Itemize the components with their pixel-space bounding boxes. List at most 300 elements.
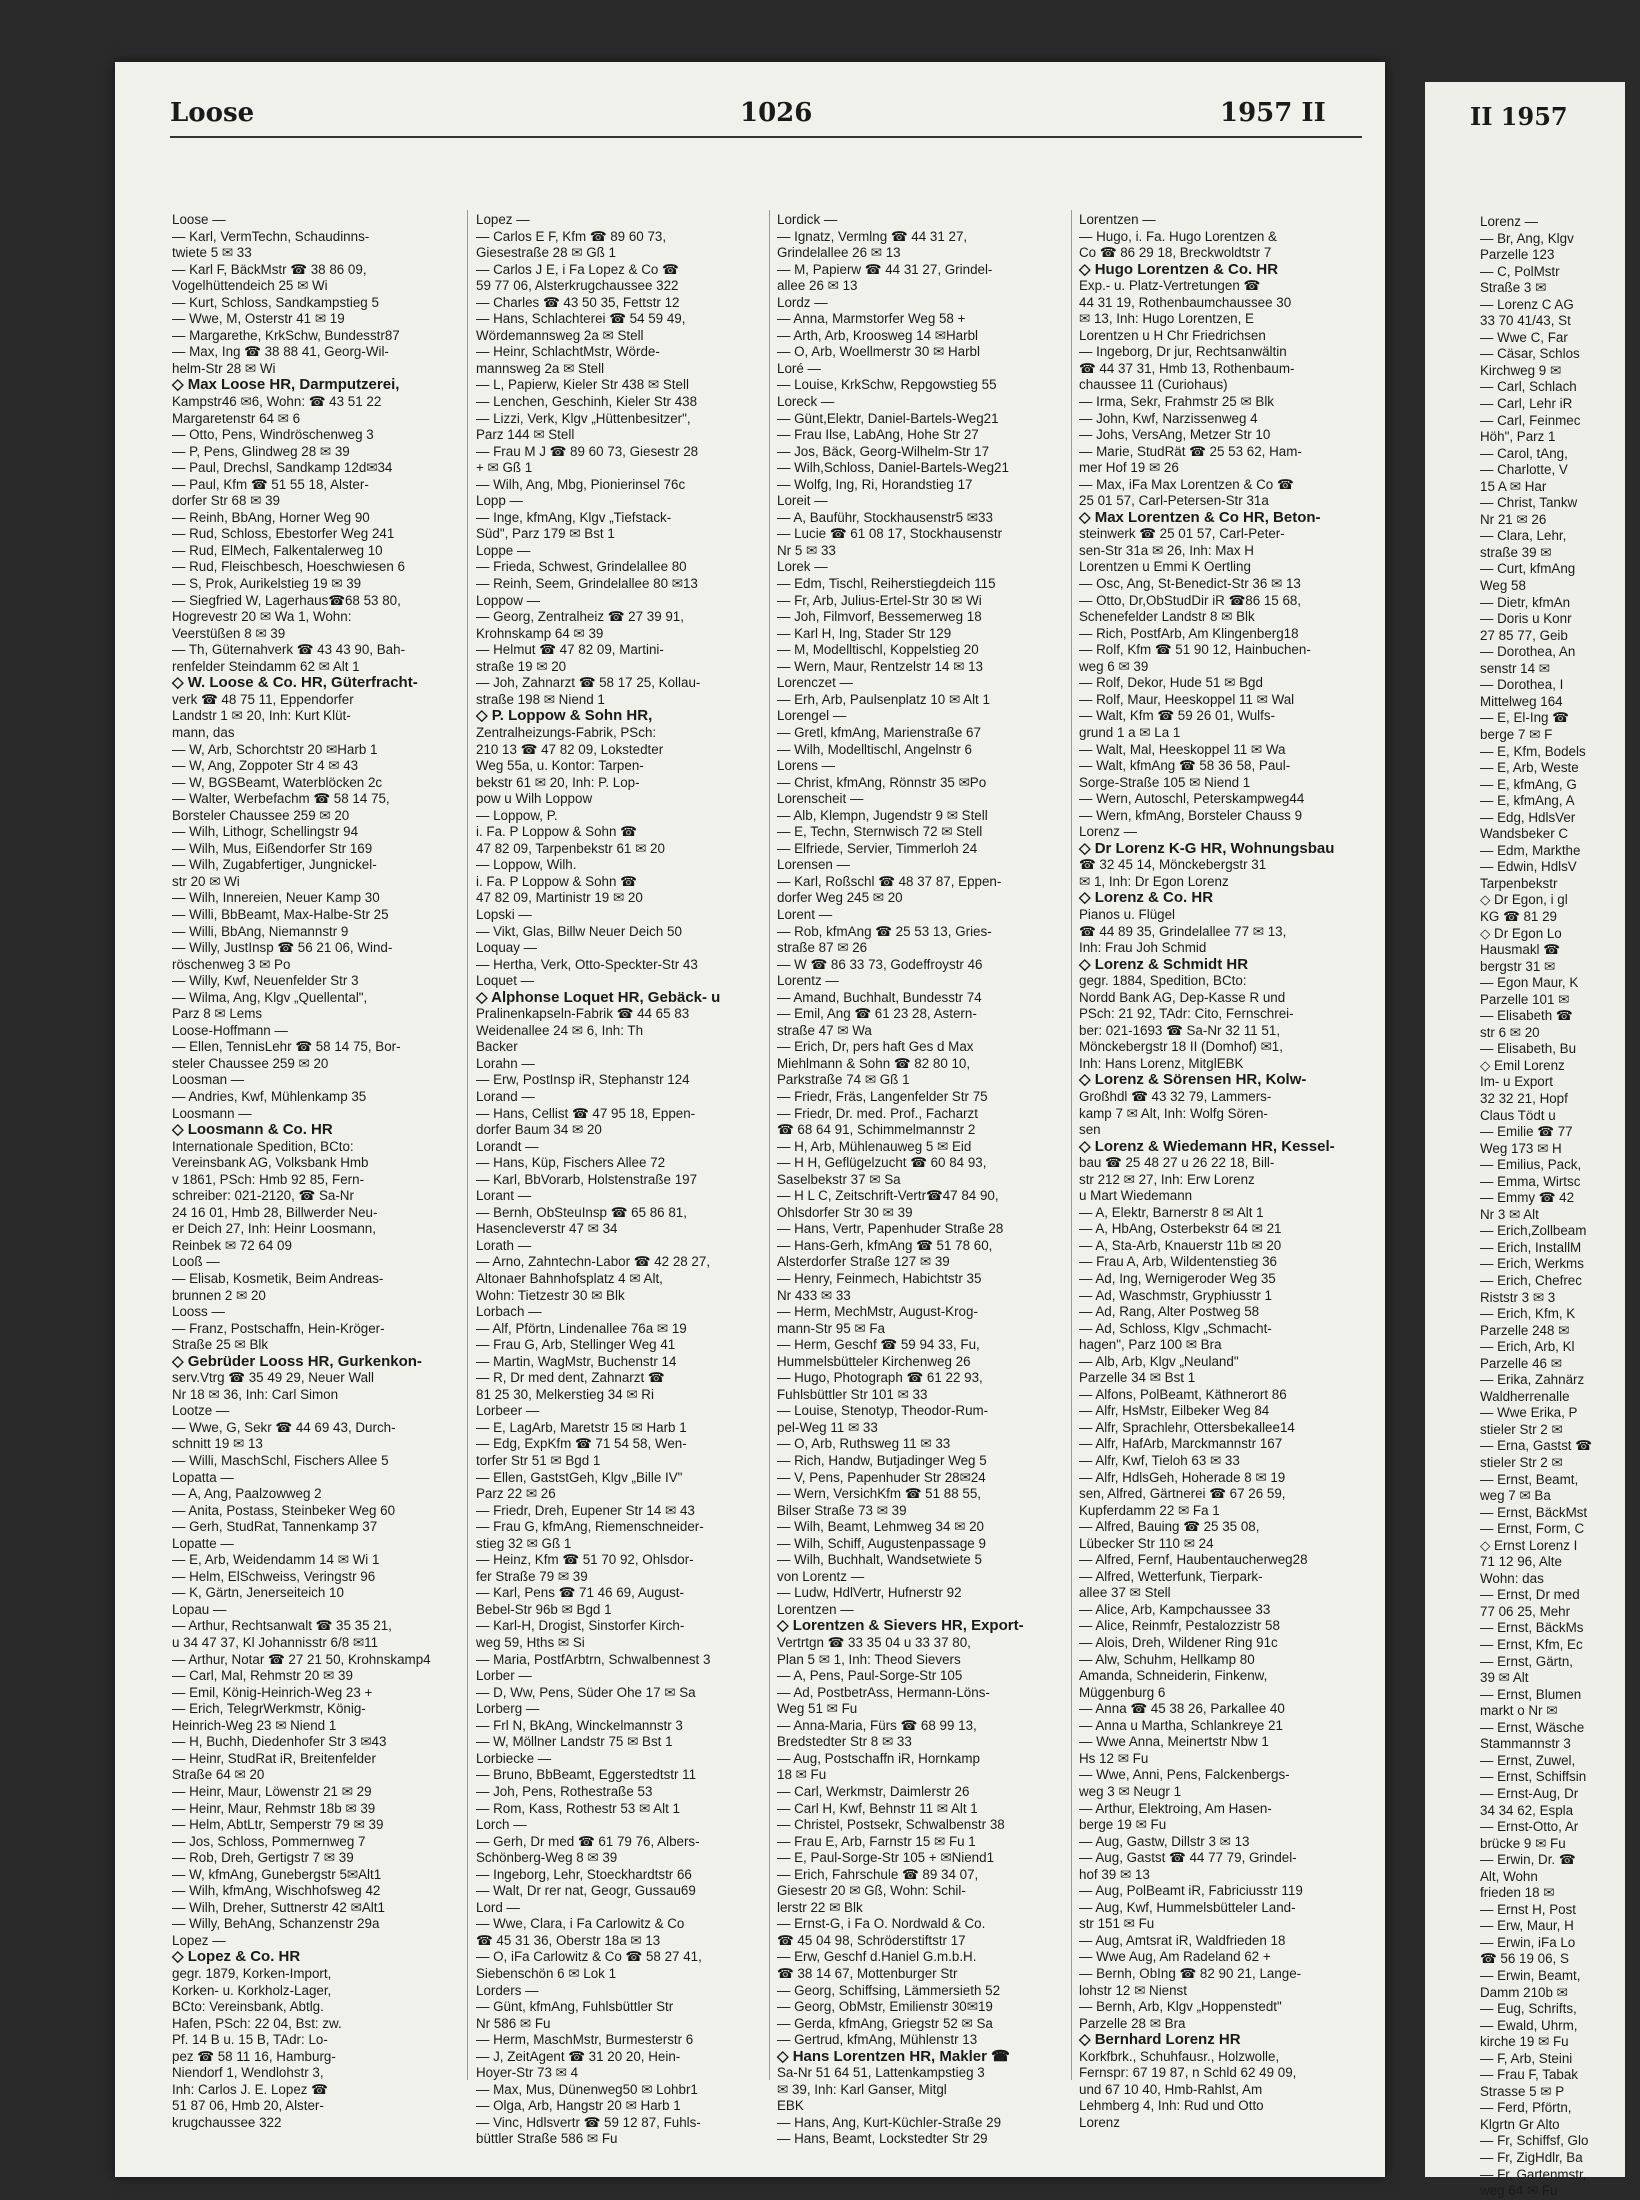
directory-entry-line: — Ad, Ing, Wernigeroder Weg 35 <box>1079 1271 1276 1286</box>
directory-entry-line: ✉ 39, Inh: Karl Ganser, Mitgl <box>777 2081 947 2097</box>
directory-entry-line: Hummelsbütteler Kirchenweg 26 <box>777 1353 971 1369</box>
directory-entry-line: Alt, Wohn <box>1480 1868 1538 1884</box>
directory-entry-line: — Wwe, Clara, i Fa Carlowitz & Co <box>476 1916 685 1932</box>
directory-entry-line: Lootze — <box>172 1403 230 1419</box>
directory-entry-line: — Emil, Ang ☎ 61 23 28, Astern- <box>777 1006 977 1022</box>
directory-entry-line: — Otto, Pens, Windröschenweg 3 <box>172 427 374 443</box>
directory-entry-line: — Ernst, Schiffsin <box>1480 1769 1587 1785</box>
directory-entry-line: — Rich, Handw, Butjadinger Weg 5 <box>777 1453 987 1469</box>
column-divider <box>467 210 468 2080</box>
directory-entry-line: — Aug, Gastw, Dillstr 3 ✉ 13 <box>1079 1833 1250 1849</box>
directory-entry-line: — Ellen, GaststGeh, Klgv „Bille IV" <box>476 1469 683 1485</box>
directory-entry-line: — Wwe Aug, Am Radeland 62 + <box>1079 1949 1271 1965</box>
directory-entry-line: fer Straße 79 ✉ 39 <box>476 1568 588 1584</box>
directory-entry-line: — Christ, kfmAng, Rönnstr 35 ✉Po <box>777 774 987 790</box>
directory-entry-line: Lorenscheit — <box>777 791 864 807</box>
directory-entry-line: — Vikt, Glas, Billw Neuer Deich 50 <box>476 923 682 939</box>
directory-entry-line: Hasencleverstr 47 ✉ 34 <box>476 1221 618 1237</box>
directory-entry-line: — Dorothea, An <box>1480 644 1576 660</box>
directory-entry-line: weg 6 ✉ 39 <box>1079 658 1149 674</box>
directory-entry-line: Loquet — <box>476 973 535 989</box>
directory-entry-line: — Helm, AbtLtr, Semperstr 79 ✉ 39 <box>172 1817 384 1833</box>
directory-entry-line: Co ☎ 86 29 18, Breckwoldtstr 7 <box>1079 245 1272 261</box>
directory-entry-line: — Willy, JustInsp ☎ 56 21 06, Wind- <box>172 940 393 956</box>
directory-entry-line: — Emmy ☎ 42 <box>1480 1190 1575 1206</box>
directory-entry-line: — Alw, Schuhm, Hellkamp 80 <box>1079 1651 1255 1667</box>
directory-entry-line: — Friedr, Fräs, Langenfelder Str 75 <box>777 1088 988 1104</box>
directory-entry-line: Mittelweg 164 <box>1480 693 1563 709</box>
directory-entry-line: — Elisabeth ☎ <box>1480 1008 1573 1024</box>
directory-entry-line: — Erich, Kfm, K <box>1480 1306 1576 1322</box>
directory-entry-line: Lorenz — <box>1480 214 1539 229</box>
directory-entry-line: — Wern, Autoschl, Peterskampweg44 <box>1079 791 1305 807</box>
directory-entry-line: — Joh, Filmvorf, Bessemerweg 18 <box>777 609 982 625</box>
directory-entry-line: Lorenz <box>1079 2114 1120 2130</box>
directory-entry-line: — Rolf, Dekor, Hude 51 ✉ Bgd <box>1079 675 1263 691</box>
directory-entry-line: — Wwe Anna, Meinertstr Nbw 1 <box>1079 1734 1269 1750</box>
directory-entry-line: 25 01 57, Carl-Petersen-Str 31a <box>1079 493 1269 509</box>
directory-entry-line: steinwerk ☎ 25 01 57, Carl-Peter- <box>1079 526 1285 542</box>
directory-entry-line: — M, Modelltischl, Koppelstieg 20 <box>777 642 979 658</box>
directory-entry-line: — Erna, Gastst ☎ <box>1480 1438 1592 1454</box>
directory-entry-line: — Helm, ElSchweiss, Veringstr 96 <box>172 1568 376 1584</box>
directory-entry-line: Loosmann — <box>172 1105 252 1121</box>
directory-entry-line: — Bernh, ObSteuInsp ☎ 65 86 81, <box>476 1204 687 1220</box>
directory-entry-line: steler Chaussee 259 ✉ 20 <box>172 1055 329 1071</box>
directory-entry-line: Hausmakl ☎ <box>1480 942 1560 958</box>
directory-entry-line: Weg 51 ✉ Fu <box>777 1701 858 1717</box>
directory-entry-line: — L, Papierw, Kieler Str 438 ✉ Stell <box>476 377 689 393</box>
directory-entry-line: — Wwe, G, Sekr ☎ 44 69 43, Durch- <box>172 1419 396 1435</box>
directory-entry-line: — Alfr, HdlsGeh, Hoherade 8 ✉ 19 <box>1079 1469 1286 1485</box>
directory-entry-line: Alsterdorfer Straße 127 ✉ 39 <box>777 1254 950 1270</box>
directory-entry-line: Loreck — <box>777 394 835 410</box>
page-number: 1026 <box>740 98 813 128</box>
directory-entry-line: Mönckebergstr 18 II (Domhof) ✉1, <box>1079 1039 1283 1055</box>
directory-entry-line: er Deich 27, Inh: Heinr Loosmann, <box>172 1221 376 1237</box>
directory-entry-line: ◇ Lorenz & Wiedemann HR, Kessel- <box>1079 1137 1335 1155</box>
directory-entry-line: und 67 10 40, Hmb-Rahlst, Am <box>1079 2081 1263 2097</box>
directory-entry-line: Parzelle 123 <box>1480 247 1555 263</box>
directory-entry-line: ☎ 45 31 36, Oberstr 18a ✉ 13 <box>476 1932 661 1948</box>
directory-entry-line: — Ignatz, Vermlng ☎ 44 31 27, <box>777 228 968 244</box>
directory-entry-line: Großhdl ☎ 43 32 79, Lammers- <box>1079 1088 1272 1104</box>
directory-entry-line: weg 7 ✉ Ba <box>1480 1488 1551 1504</box>
directory-entry-line: serv.Vtrg ☎ 35 49 29, Neuer Wall <box>172 1370 374 1386</box>
directory-entry-line: — A, Pens, Paul-Sorge-Str 105 <box>777 1668 963 1684</box>
directory-entry-line: — Arno, Zahntechn-Labor ☎ 42 28 27, <box>476 1254 711 1270</box>
directory-entry-line: — Gertrud, kfmAng, Mühlenstr 13 <box>777 2032 978 2048</box>
directory-entry-line: ◇ Lorenz & Schmidt HR <box>1079 955 1249 973</box>
directory-entry-line: chaussee 11 (Curiohaus) <box>1079 377 1228 393</box>
directory-entry-line: Niendorf 1, Wendlohstr 3, <box>172 2065 324 2081</box>
directory-entry-line: — Lenchen, Geschinh, Kieler Str 438 <box>476 394 698 410</box>
directory-entry-line: Stammannstr 3 <box>1480 1736 1571 1752</box>
directory-entry-line: lerstr 22 ✉ Blk <box>777 1899 863 1915</box>
directory-entry-line: Nr 433 ✉ 33 <box>777 1287 851 1303</box>
directory-entry-line: ◇ Bernhard Lorenz HR <box>1079 2031 1241 2049</box>
directory-entry-line: Pf. 14 B u. 15 B, TAdr: Lo- <box>172 2032 328 2048</box>
directory-entry-line: Strasse 5 ✉ P <box>1480 2083 1565 2099</box>
directory-entry-line: str 212 ✉ 27, Inh: Erw Lorenz <box>1079 1171 1255 1187</box>
directory-entry-line: — E, Paul-Sorge-Str 105 + ✉Niend1 <box>777 1850 995 1866</box>
directory-entry-line: — Alice, Reinmfr, Pestalozzistr 58 <box>1079 1618 1280 1634</box>
directory-entry-line: Lübecker Str 110 ✉ 24 <box>1079 1535 1214 1551</box>
directory-entry-line: — Ernst, Kfm, Ec <box>1480 1637 1583 1653</box>
directory-entry-line: berge 7 ✉ F <box>1480 726 1553 742</box>
directory-entry-line: — Cäsar, Schlos <box>1480 346 1580 362</box>
directory-entry-line: — H L C, Zeitschrift-Vertr☎47 84 90, <box>777 1188 999 1204</box>
directory-entry-line: Wohn: das <box>1480 1570 1544 1586</box>
directory-entry-line: — Willy, Kwf, Neuenfelder Str 3 <box>172 973 359 989</box>
directory-entry-line: — Christel, Postsekr, Schwalbenstr 38 <box>777 1817 1005 1833</box>
column-4 <box>1079 212 1364 2130</box>
directory-entry-line: — Rolf, Maur, Heeskoppel 11 ✉ Wal <box>1079 691 1295 707</box>
facing-page-header: II 1957 <box>1470 102 1568 131</box>
column-2 <box>476 212 761 2147</box>
directory-entry-line: — Bruno, BbBeamt, Eggerstedtstr 11 <box>476 1767 697 1783</box>
directory-entry-line: sen-Str 31a ✉ 26, Inh: Max H <box>1079 542 1254 558</box>
directory-entry-line: — V, Pens, Papenhuder Str 28✉24 <box>777 1469 986 1485</box>
directory-entry-line: — Aug, Kwf, Hummelsbütteler Land- <box>1079 1899 1296 1915</box>
directory-entry-line: markt o Nr ✉ <box>1480 1703 1558 1719</box>
directory-entry-line: — Anna ☎ 45 38 26, Parkallee 40 <box>1079 1701 1285 1717</box>
directory-entry-line: — Lucie ☎ 61 08 17, Stockhausenstr <box>777 526 1003 542</box>
directory-entry-line: pel-Weg 11 ✉ 33 <box>777 1419 878 1435</box>
directory-entry-line: renfelder Steindamm 62 ✉ Alt 1 <box>172 658 360 674</box>
directory-entry-line: — Erika, Zahnärz <box>1480 1372 1585 1388</box>
directory-entry-line: — Curt, kfmAng <box>1480 561 1576 577</box>
directory-entry-line: — W ☎ 86 33 73, Godeffroystr 46 <box>777 956 983 972</box>
directory-entry-line: — Carl, Feinmec <box>1480 412 1581 428</box>
directory-entry-line: Müggenburg 6 <box>1079 1684 1166 1700</box>
directory-entry-line: Saselbekstr 37 ✉ Sa <box>777 1171 901 1187</box>
directory-entry-line: — Rolf, Kfm ☎ 51 90 12, Hainbuchen- <box>1079 642 1311 658</box>
directory-entry-line: Kirchweg 9 ✉ <box>1480 362 1562 378</box>
directory-entry-line: sen, Alfred, Gärtnerei ☎ 67 26 59, <box>1079 1486 1286 1502</box>
directory-entry-line: — Willi, MaschSchl, Fischers Allee 5 <box>172 1453 389 1469</box>
directory-entry-line: Wandsbeker C <box>1480 826 1569 842</box>
directory-entry-line: Tarpenbekstr <box>1480 875 1558 891</box>
directory-entry-line: — Carol, tAng, <box>1480 445 1568 461</box>
directory-entry-line: — Fr, ZigHdlr, Ba <box>1480 2149 1583 2165</box>
directory-entry-line: Nr 21 ✉ 26 <box>1480 511 1547 527</box>
directory-entry-line: 71 12 96, Alte <box>1480 1554 1562 1570</box>
directory-entry-line: Landstr 1 ✉ 20, Inh: Kurt Klüt- <box>172 708 351 724</box>
directory-entry-line: — Ludw, HdlVertr, Hufnerstr 92 <box>777 1585 962 1601</box>
directory-entry-line: — E, Arb, Weste <box>1480 760 1579 776</box>
directory-entry-line: Looss — <box>172 1304 225 1320</box>
directory-entry-line: — Ewald, Uhrm, <box>1480 2017 1578 2033</box>
directory-entry-line: 81 25 30, Melkerstieg 34 ✉ Ri <box>476 1386 654 1402</box>
directory-entry-line: brunnen 2 ✉ 20 <box>172 1287 266 1303</box>
directory-entry-line: — Lorenz C AG <box>1480 296 1574 312</box>
directory-entry-line: Lorek — <box>777 559 828 575</box>
directory-entry-line: — Olga, Arb, Hangstr 20 ✉ Harb 1 <box>476 2098 681 2114</box>
directory-entry-line: kamp 7 ✉ Alt, Inh: Wolfg Sören- <box>1079 1105 1268 1121</box>
directory-entry-line: mann, das <box>172 724 235 740</box>
directory-entry-line: Parzelle 248 ✉ <box>1480 1322 1570 1338</box>
directory-entry-line: — Wern, VersichKfm ☎ 51 88 55, <box>777 1486 981 1502</box>
directory-entry-line: — Wolfg, Ing, Ri, Horandstieg 17 <box>777 476 973 492</box>
directory-entry-line: — Günt,Elektr, Daniel-Bartels-Weg21 <box>777 410 999 426</box>
directory-entry-line: — R, Dr med dent, Zahnarzt ☎ <box>476 1370 665 1386</box>
directory-entry-line: Lorensen — <box>777 857 850 873</box>
directory-entry-line: — Heinr, Maur, Löwenstr 21 ✉ 29 <box>172 1783 372 1799</box>
column-3 <box>777 212 1062 2147</box>
directory-entry-line: — Emma, Wirtsc <box>1480 1173 1581 1189</box>
directory-entry-line: 51 87 06, Hmb 20, Alster- <box>172 2098 324 2114</box>
directory-entry-line: — Georg, ObMstr, Emilienstr 30✉19 <box>777 1999 993 2015</box>
directory-entry-line: — Erw, Geschf d.Haniel G.m.b.H. <box>777 1949 977 1965</box>
directory-entry-line: — Anna u Martha, Schlankreye 21 <box>1079 1717 1283 1733</box>
page-header <box>170 98 1370 132</box>
directory-entry-line: — Ingeborg, Dr jur, Rechtsanwältin <box>1079 344 1287 360</box>
directory-entry-line: — Wilh, Beamt, Lehmweg 34 ✉ 20 <box>777 1519 984 1535</box>
directory-entry-line: — Andries, Kwf, Mühlenkamp 35 <box>172 1088 367 1104</box>
directory-entry-line: — Ernst, BäckMs <box>1480 1620 1584 1636</box>
directory-entry-line: — Irma, Sekr, Frahmstr 25 ✉ Blk <box>1079 394 1275 410</box>
directory-entry-line: Claus Tödt u <box>1480 1107 1556 1123</box>
directory-entry-line: 32 32 21, Hopf <box>1480 1090 1568 1106</box>
directory-entry-line: Loosman — <box>172 1072 245 1088</box>
directory-entry-line: — Wwe, Anni, Pens, Falckenbergs- <box>1079 1767 1290 1783</box>
directory-entry-line: Krohnskamp 64 ✉ 39 <box>476 625 604 641</box>
directory-entry-line: — Alb, Arb, Klgv „Neuland" <box>1079 1353 1239 1369</box>
directory-entry-line: — Hans, Cellist ☎ 47 95 18, Eppen- <box>476 1105 696 1121</box>
directory-entry-line: — Marie, StudRät ☎ 25 53 62, Ham- <box>1079 443 1302 459</box>
directory-entry-line: Loré — <box>777 360 821 376</box>
directory-entry-line: Lorahn — <box>476 1055 535 1071</box>
directory-entry-line: Hafen, PSch: 22 04, Bst: zw. <box>172 2015 342 2031</box>
directory-entry-line: Lehmberg 4, Inh: Rud und Otto <box>1079 2098 1264 2114</box>
directory-entry-line: Lorentzen u H Chr Friedrichsen <box>1079 327 1266 343</box>
directory-entry-line: straße 47 ✉ Wa <box>777 1022 872 1038</box>
directory-entry-line: — A, Elektr, Barnerstr 8 ✉ Alt 1 <box>1079 1204 1264 1220</box>
directory-entry-line: — Wilh, Schiff, Augustenpassage 9 <box>777 1535 986 1551</box>
directory-entry-line: — W, Möllner Landstr 75 ✉ Bst 1 <box>476 1734 673 1750</box>
directory-entry-line: bergstr 31 ✉ <box>1480 958 1556 974</box>
directory-entry-line: — Erich, Arb, Kl <box>1480 1339 1575 1355</box>
directory-entry-line: — Ingeborg, Lehr, Stoeckhardtstr 66 <box>476 1866 692 1882</box>
directory-entry-line: ◇ Lorentzen & Sievers HR, Export- <box>777 1617 1024 1635</box>
directory-entry-line: Nordd Bank AG, Dep-Kasse R und <box>1079 989 1286 1005</box>
directory-entry-line: — Hans, Ang, Kurt-Küchler-Straße 29 <box>777 2114 1002 2130</box>
directory-entry-line: Lord — <box>476 1899 520 1915</box>
directory-entry-line: ☎ 44 37 31, Hmb 13, Rothenbaum- <box>1079 360 1295 376</box>
directory-entry-line: Loose-Hoffmann — <box>172 1022 288 1038</box>
directory-entry-line: — Rud, Schloss, Ebestorfer Weg 241 <box>172 526 395 542</box>
directory-entry-line: 24 16 01, Hmb 28, Billwerder Neu- <box>172 1204 378 1220</box>
directory-entry-line: — Ernst-G, i Fa O. Nordwald & Co. <box>777 1916 986 1932</box>
directory-entry-line: — Fr, Schiffsf, Glo <box>1480 2133 1589 2149</box>
directory-entry-line: brücke 9 ✉ Fu <box>1480 1835 1566 1851</box>
directory-entry-line: Lorbach — <box>476 1304 542 1320</box>
directory-entry-line: — Friedr, Dr. med. Prof., Facharzt <box>777 1105 978 1121</box>
directory-entry-line: Lopez — <box>172 1932 226 1948</box>
directory-entry-line: — Charles ☎ 43 50 35, Fettstr 12 <box>476 294 680 310</box>
directory-entry-line: helm-Str 28 ✉ Wi <box>172 360 276 376</box>
directory-entry-line: — Wilh, Mus, Eißendorfer Str 169 <box>172 840 373 856</box>
directory-entry-line: — Walter, Werbefachm ☎ 58 14 75, <box>172 791 390 807</box>
directory-entry-line: — S, Prok, Aurikelstieg 19 ✉ 39 <box>172 576 362 592</box>
directory-entry-line: — E, kfmAng, A <box>1480 793 1575 809</box>
directory-entry-line: krugchaussee 322 <box>172 2114 282 2130</box>
directory-entry-line: Lorch — <box>476 1817 527 1833</box>
directory-entry-line: — Rud, Fleischbesch, Hoeschwiesen 6 <box>172 559 405 575</box>
directory-entry-line: — Friedr, Dreh, Eupener Str 14 ✉ 43 <box>476 1502 695 1518</box>
directory-entry-line: Inh: Carlos J. E. Lopez ☎ <box>172 2081 328 2097</box>
directory-entry-line: verk ☎ 48 75 11, Eppendorfer <box>172 691 354 707</box>
directory-entry-line: — Alice, Arb, Kampchaussee 33 <box>1079 1601 1271 1617</box>
directory-entry-line: — Bernh, Arb, Klgv „Hoppenstedt" <box>1079 1999 1282 2015</box>
directory-entry-line: — Erich,Zollbeam <box>1480 1223 1587 1239</box>
directory-entry-line: Backer <box>476 1039 518 1055</box>
directory-entry-line: Exp.- u. Platz-Vertretungen ☎ <box>1079 278 1261 294</box>
directory-entry-line: — W, BGSBeamt, Waterblöcken 2c <box>172 774 383 790</box>
directory-entry-line: Kupferdamm 22 ✉ Fa 1 <box>1079 1502 1220 1518</box>
directory-entry-line: — Anna-Maria, Fürs ☎ 68 99 13, <box>777 1717 977 1733</box>
directory-entry-line: — Edm, Markthe <box>1480 842 1581 858</box>
directory-entry-line: — P, Pens, Glindweg 28 ✉ 39 <box>172 443 350 459</box>
directory-entry-line: — Alfred, Wetterfunk, Tierpark- <box>1079 1568 1263 1584</box>
directory-entry-line: — Alfons, PolBeamt, Käthnerort 86 <box>1079 1386 1287 1402</box>
directory-entry-line: — A, Sta-Arb, Knauerstr 11b ✉ 20 <box>1079 1237 1282 1253</box>
directory-entry-line: — Frau Ilse, LabAng, Hohe Str 27 <box>777 427 979 443</box>
directory-entry-line: — Ernst H, Post <box>1480 1901 1576 1917</box>
directory-entry-line: — Emil, König-Heinrich-Weg 23 + <box>172 1684 373 1700</box>
directory-entry-line: ◇ P. Loppow & Sohn HR, <box>476 707 653 725</box>
directory-entry-line: ◇ Gebrüder Looss HR, Gurkenkon- <box>172 1352 422 1370</box>
directory-entry-line: ☎ 68 64 91, Schimmelmannstr 2 <box>777 1122 976 1138</box>
directory-entry-line: ◇ Dr Egon Lo <box>1480 925 1562 941</box>
directory-entry-line: senstr 14 ✉ <box>1480 660 1551 676</box>
directory-entry-line: büttler Straße 586 ✉ Fu <box>476 2131 618 2147</box>
directory-entry-line: u 34 47 37, Kl Johannisstr 6/8 ✉11 <box>172 1635 379 1651</box>
directory-entry-line: Wördemannsweg 2a ✉ Stell <box>476 327 644 343</box>
directory-entry-line: Parzelle 34 ✉ Bst 1 <box>1079 1370 1196 1386</box>
directory-entry-line: — Emilie ☎ 77 <box>1480 1124 1573 1140</box>
directory-entry-line: — Dietr, kfmAn <box>1480 594 1571 610</box>
directory-entry-line: Parz 22 ✉ 26 <box>476 1486 556 1502</box>
directory-entry-line: ◇ Lorenz & Co. HR <box>1079 889 1214 907</box>
directory-entry-line: pow u Wilh Loppow <box>476 791 593 807</box>
directory-entry-line: — Erw, Maur, H <box>1480 1918 1574 1934</box>
directory-entry-line: — Dorothea, I <box>1480 677 1564 693</box>
directory-entry-line: ☎ 38 14 67, Mottenburger Str <box>777 1965 958 1981</box>
directory-entry-line: — Ernst, Dr med <box>1480 1587 1580 1603</box>
directory-entry-line: Miehlmann & Sohn ☎ 82 80 10, <box>777 1055 971 1071</box>
directory-entry-line: — Alfred, Fernf, Haubentaucherweg28 <box>1079 1552 1308 1568</box>
directory-entry-line: Loreit — <box>777 493 828 509</box>
directory-entry-line: — Arthur, Notar ☎ 27 21 50, Krohnskamp4 <box>172 1651 431 1667</box>
directory-entry-line: — Christ, Tankw <box>1480 495 1578 511</box>
directory-entry-line: Parzelle 28 ✉ Bra <box>1079 2015 1186 2031</box>
directory-entry-line: Hogrevestr 20 ✉ Wa 1, Wohn: <box>172 609 352 625</box>
directory-entry-line: Lorders — <box>476 1982 539 1998</box>
directory-entry-line: — Wilh, Buchhalt, Wandsetwiete 5 <box>777 1552 982 1568</box>
directory-entry-line: — Aug, Amtsrat iR, Waldfrieden 18 <box>1079 1932 1286 1948</box>
directory-entry-line: Lorentzen — <box>777 1601 854 1617</box>
directory-entry-line: — Erich, TelegrWerkmstr, König- <box>172 1701 366 1717</box>
directory-entry-line: — Frau M J ☎ 89 60 73, Giesestr 28 <box>476 443 699 459</box>
directory-entry-line: lohstr 12 ✉ Nienst <box>1079 1982 1187 1998</box>
directory-entry-line: Parzelle 46 ✉ <box>1480 1355 1562 1371</box>
directory-entry-line: — Alfr, HsMstr, Eilbeker Weg 84 <box>1079 1403 1270 1419</box>
directory-entry-line: Vertrtgn ☎ 33 35 04 u 33 37 80, <box>777 1635 971 1651</box>
directory-entry-line: — Hertha, Verk, Otto-Speckter-Str 43 <box>476 956 698 972</box>
directory-entry-line: — Johs, VersAng, Metzer Str 10 <box>1079 427 1271 443</box>
directory-entry-line: — Gerda, kfmAng, Griegstr 52 ✉ Sa <box>777 2015 993 2031</box>
directory-entry-line: straße 87 ✉ 26 <box>777 940 868 956</box>
directory-entry-line: Lopatta — <box>172 1469 234 1485</box>
directory-entry-line: Nr 5 ✉ 33 <box>777 542 836 558</box>
directory-entry-line: — Kurt, Schloss, Sandkampstieg 5 <box>172 294 379 310</box>
directory-entry-line: Lorand — <box>476 1088 535 1104</box>
directory-entry-line: Parz 144 ✉ Stell <box>476 427 575 443</box>
directory-entry-line: Parz 8 ✉ Lems <box>172 1006 263 1022</box>
directory-entry-line: KG ☎ 81 29 <box>1480 908 1557 924</box>
directory-entry-line: allee 37 ✉ Stell <box>1079 1585 1171 1601</box>
directory-entry-line: ◇ Dr Egon, i gl <box>1480 892 1568 908</box>
directory-entry-line: — Vinc, Hdlsvertr ☎ 59 12 87, Fuhls- <box>476 2114 701 2130</box>
directory-entry-line: — Wilh, Modelltischl, Angelnstr 6 <box>777 741 972 757</box>
directory-entry-line: Lorens — <box>777 758 836 774</box>
directory-entry-line: Giesestr 20 ✉ Gß, Wohn: Schil- <box>777 1883 966 1899</box>
directory-entry-line: — Carl, Mal, Rehmstr 20 ✉ 39 <box>172 1668 353 1684</box>
directory-entry-line: Internationale Spedition, BCto: <box>172 1138 354 1154</box>
directory-entry-line: EBK <box>777 2098 804 2114</box>
directory-entry-line: — Margarethe, KrkSchw, Bundesstr87 <box>172 327 400 343</box>
directory-entry-line: — Frau F, Tabak <box>1480 2067 1578 2083</box>
directory-entry-line: sen <box>1079 1122 1101 1138</box>
directory-entry-line: Kampstr46 ✉6, Wohn: ☎ 43 51 22 <box>172 394 382 410</box>
directory-entry-line: mer Hof 19 ✉ 26 <box>1079 460 1179 476</box>
directory-entry-line: — J, ZeitAgent ☎ 31 20 20, Hein- <box>476 2048 681 2064</box>
directory-entry-line: — Jos, Bäck, Georg-Wilhelm-Str 17 <box>777 443 990 459</box>
directory-entry-line: — A, Bauführ, Stockhausenstr5 ✉33 <box>777 509 993 525</box>
directory-entry-line: hof 39 ✉ 13 <box>1079 1866 1150 1882</box>
directory-entry-line: — Walt, kfmAng ☎ 58 36 58, Paul- <box>1079 758 1291 774</box>
directory-entry-line: Weg 55a, u. Kontor: Tarpen- <box>476 758 644 774</box>
directory-entry-line: — Rich, PostfArb, Am Klingenberg18 <box>1079 625 1299 641</box>
directory-entry-line: Siebenschön 6 ✉ Lok 1 <box>476 1965 617 1981</box>
directory-entry-line: — Hans, Beamt, Lockstedter Str 29 <box>777 2131 988 2147</box>
directory-entry-line: — E, Arb, Weidendamm 14 ✉ Wi 1 <box>172 1552 380 1568</box>
directory-entry-line: Bebel-Str 96b ✉ Bgd 1 <box>476 1601 612 1617</box>
directory-entry-line: stieler Str 2 ✉ <box>1480 1421 1563 1437</box>
directory-entry-line: — Otto, Dr,ObStudDir iR ☎86 15 68, <box>1079 592 1302 608</box>
directory-entry-line: ✉ 13, Inh: Hugo Lorentzen, E <box>1079 311 1254 327</box>
directory-entry-line: — Frl N, BkAng, Winckelmannstr 3 <box>476 1717 683 1733</box>
column-1 <box>172 212 457 2130</box>
directory-entry-line: Lordz — <box>777 294 828 310</box>
directory-entry-line: ◇ Max Lorentzen & Co HR, Beton- <box>1079 508 1321 526</box>
directory-entry-line: — Emilius, Pack, <box>1480 1157 1582 1173</box>
directory-entry-line: 59 77 06, Alsterkrugchaussee 322 <box>476 278 679 294</box>
directory-entry-line: — Gretl, kfmAng, Marienstraße 67 <box>777 724 981 740</box>
directory-entry-line: Lopp — <box>476 493 523 509</box>
directory-entry-line: — Erich, Dr, pers haft Ges d Max <box>777 1039 974 1055</box>
directory-entry-line: — Arthur, Elektroing, Am Hasen- <box>1079 1800 1272 1816</box>
directory-entry-line: — E, Techn, Sternwisch 72 ✉ Stell <box>777 824 983 840</box>
directory-entry-line: bau ☎ 25 48 27 u 26 22 18, Bill- <box>1079 1155 1275 1171</box>
directory-entry-line: — Alfr, HafArb, Marckmannstr 167 <box>1079 1436 1283 1452</box>
directory-entry-line: — O, Arb, Ruthsweg 11 ✉ 33 <box>777 1436 951 1452</box>
directory-entry-line: Damm 210b ✉ <box>1480 1984 1568 2000</box>
directory-entry-line: — Edg, HdlsVer <box>1480 809 1576 825</box>
directory-entry-line: Weg 173 ✉ H <box>1480 1140 1562 1156</box>
